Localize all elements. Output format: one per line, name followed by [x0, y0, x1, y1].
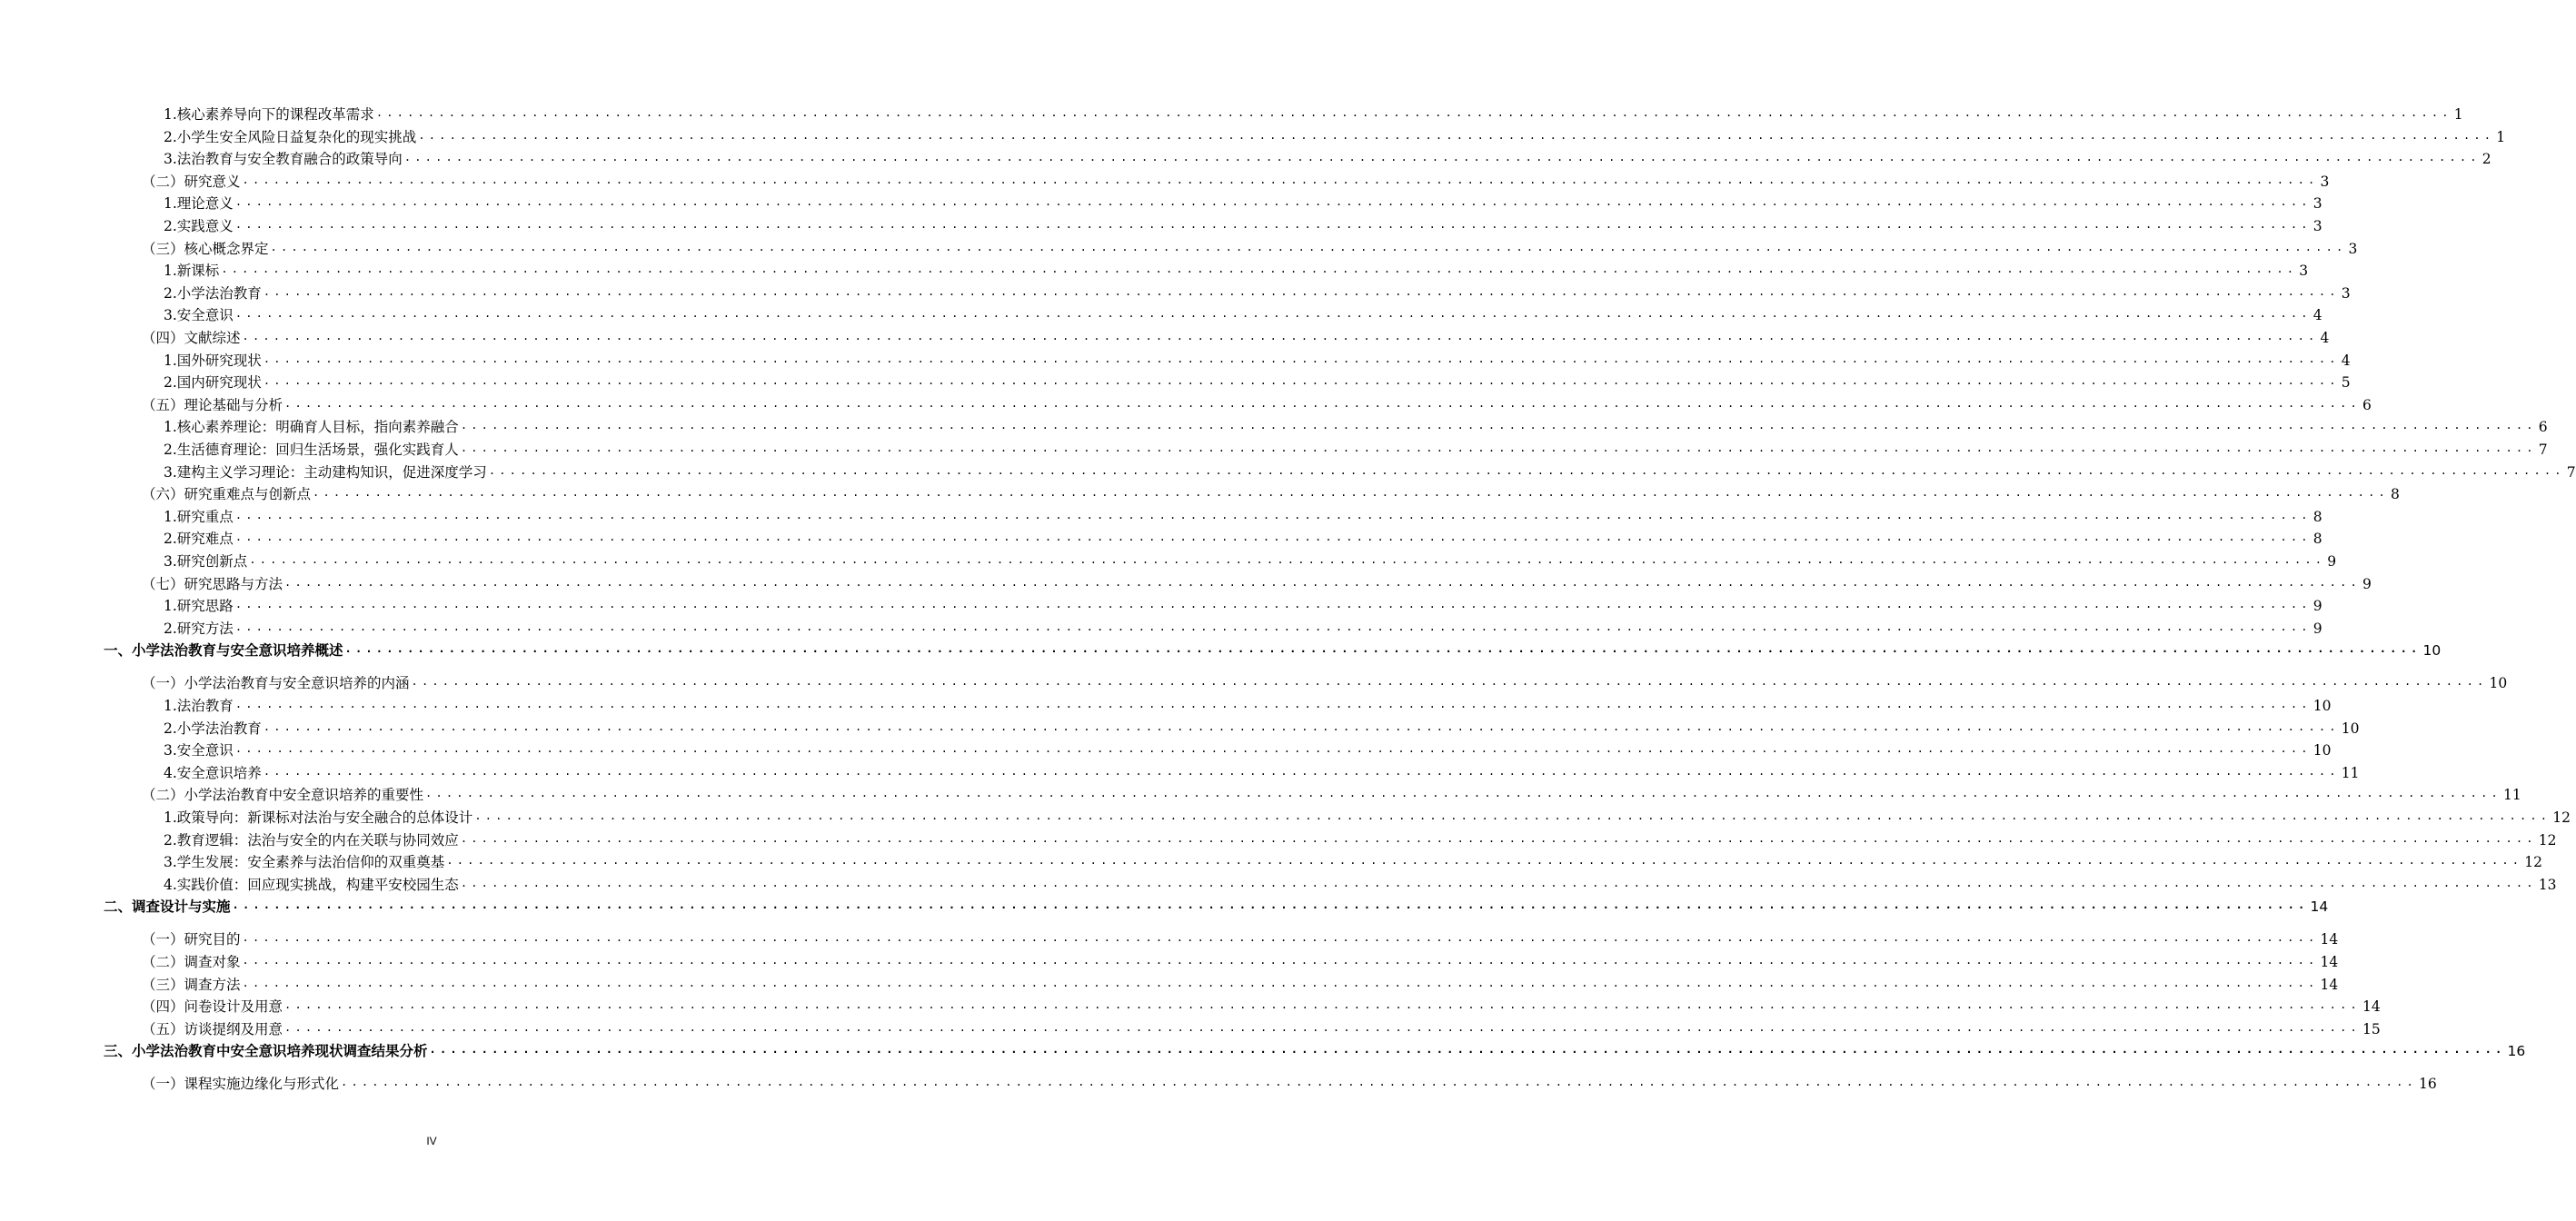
- toc-entry-title: 安全意识: [176, 742, 234, 759]
- toc-entry-title: 新课标: [176, 263, 220, 280]
- toc-entry-title: 研究重点: [176, 508, 234, 525]
- toc-entry-page: 8: [2390, 486, 2400, 503]
- toc-entry-page: 3: [2299, 263, 2309, 280]
- toc-entry-title: 研究方法: [176, 620, 234, 637]
- toc-entry-page: 10: [2312, 742, 2332, 759]
- toc-entry-page: 2: [2482, 151, 2491, 168]
- toc-entry-page: 15: [2362, 1020, 2381, 1037]
- toc-leader-dots: ........................................................................................................................................................................................................: [263, 764, 2340, 778]
- toc-entry-number: 2.: [164, 831, 177, 849]
- toc-entry-page: 9: [2312, 598, 2322, 615]
- toc-entry-title: 研究意义: [184, 173, 241, 190]
- toc-entry-page: 3: [2348, 240, 2358, 257]
- toc-entry[interactable]: [164, 191, 2322, 213]
- toc-entry-title: 实践价值：回应现实挑战，构建平安校园生态: [176, 876, 459, 893]
- toc-leader-dots: ........................................................................................................................................................................................................: [263, 352, 2340, 365]
- toc-entry-page: 3: [2312, 218, 2322, 234]
- toc-entry-title: 小学法治教育: [176, 720, 262, 737]
- toc-entry-number: 4.: [164, 764, 177, 781]
- toc-entry-page: 11: [2502, 787, 2521, 804]
- toc-entry-number: 4.: [164, 876, 177, 893]
- toc-leader-dots: ........................................................................................................................................................................................................: [242, 330, 2319, 342]
- toc-entry-page: 13: [2538, 876, 2557, 893]
- toc-leader-dots: ........................................................................................................................................................................................................: [341, 1076, 2417, 1089]
- toc-entry-title: 调查设计与实施: [132, 898, 231, 916]
- toc-entry[interactable]: [164, 258, 2309, 280]
- toc-entry-number: 2.: [164, 374, 177, 392]
- toc-entry[interactable]: [164, 872, 2557, 894]
- toc-entry[interactable]: [164, 849, 2542, 871]
- toc-entry-number: （四）: [142, 998, 184, 1016]
- toc-entry-number: 1.: [164, 195, 177, 213]
- toc-entry-page: 9: [2312, 620, 2322, 637]
- toc-entry-title: 国内研究现状: [176, 374, 262, 392]
- toc-entry[interactable]: [142, 392, 2372, 414]
- toc-entry[interactable]: [164, 124, 2506, 146]
- toc-entry-page: 9: [2327, 553, 2337, 570]
- toc-entry-title: 理论意义: [176, 195, 234, 213]
- toc-entry-page: 7: [2538, 442, 2548, 458]
- toc-entry-title: 研究创新点: [176, 553, 248, 570]
- toc-entry[interactable]: [142, 782, 2521, 804]
- toc-entry-page: 12: [2538, 831, 2557, 849]
- toc-entry-page: 14: [2320, 976, 2339, 993]
- toc-entry-page: 8: [2312, 531, 2322, 548]
- toc-entry-page: 12: [2552, 809, 2571, 826]
- toc-entry-number: （二）: [142, 954, 184, 970]
- toc-leader-dots: ........................................................................................................................................................................................................: [234, 508, 2312, 521]
- toc-entry[interactable]: [164, 805, 2571, 827]
- toc-leader-dots: ........................................................................................................................................................................................................: [425, 787, 2501, 800]
- toc-leader-dots: ........................................................................................................................................................................................................: [284, 396, 2361, 410]
- toc-entry[interactable]: [104, 1038, 2526, 1060]
- toc-entry-page: 6: [2538, 419, 2548, 436]
- toc-entry[interactable]: [142, 927, 2339, 948]
- toc-entry-page: 3: [2341, 284, 2351, 302]
- toc-entry-number: （七）: [142, 575, 184, 592]
- toc-entry-page: 1: [2496, 128, 2506, 145]
- toc-entry[interactable]: [164, 549, 2337, 571]
- toc-entry[interactable]: [164, 348, 2351, 370]
- toc-entry-number: （一）: [142, 675, 184, 692]
- toc-entry-page: 3: [2312, 195, 2322, 213]
- toc-leader-dots: ........................................................................................................................................................................................................: [263, 720, 2340, 733]
- toc-leader-dots: ........................................................................................................................................................................................................: [234, 307, 2312, 321]
- toc-entry-title: 调查对象: [184, 954, 241, 970]
- toc-leader-dots: ........................................................................................................................................................................................................: [411, 675, 2488, 689]
- toc-entry[interactable]: [164, 437, 2548, 459]
- toc-entry[interactable]: [164, 504, 2322, 526]
- toc-leader-dots: ........................................................................................................................................................................................................: [344, 642, 2422, 656]
- toc-entry[interactable]: [164, 370, 2351, 392]
- toc-entry-page: 4: [2320, 330, 2330, 346]
- toc-leader-dots: ........................................................................................................................................................................................................: [313, 486, 2389, 500]
- toc-leader-dots: ........................................................................................................................................................................................................: [263, 284, 2340, 298]
- toc-entry-page: 4: [2341, 352, 2351, 369]
- toc-entry[interactable]: [142, 169, 2330, 191]
- toc-entry-number: （一）: [142, 931, 184, 948]
- toc-entry-page: 14: [2362, 998, 2381, 1016]
- toc-entry[interactable]: [142, 994, 2381, 1016]
- toc-entry-title: 小学法治教育与安全意识培养概述: [132, 642, 343, 660]
- toc-entry-page: 9: [2362, 575, 2372, 592]
- toc-entry[interactable]: [142, 670, 2508, 692]
- toc-entry-title: 小学生安全风险日益复杂化的现实挑战: [176, 128, 417, 145]
- toc-entry-page: 3: [2320, 173, 2330, 190]
- toc-leader-dots: ........................................................................................................................................................................................................: [429, 1043, 2506, 1057]
- toc-entry-title: 调查方法: [184, 976, 241, 993]
- toc-entry[interactable]: [164, 102, 2463, 124]
- toc-leader-dots: ........................................................................................................................................................................................................: [263, 374, 2340, 388]
- toc-entry-page: 10: [2422, 642, 2442, 660]
- toc-entry[interactable]: [164, 414, 2548, 436]
- toc-entry-title: 研究重难点与创新点: [184, 486, 312, 503]
- toc-entry-number: 3.: [164, 463, 177, 481]
- toc-leader-dots: ........................................................................................................................................................................................................: [234, 698, 2312, 710]
- toc-leader-dots: ........................................................................................................................................................................................................: [403, 151, 2481, 164]
- toc-entry-page: 10: [2312, 698, 2332, 714]
- toc-entry[interactable]: [164, 616, 2322, 638]
- toc-entry[interactable]: [164, 146, 2491, 168]
- toc-entry[interactable]: [142, 236, 2358, 258]
- toc-entry-title: 安全意识培养: [176, 764, 262, 781]
- toc-entry-number: （六）: [142, 486, 184, 503]
- toc-entry-title: 文献综述: [184, 330, 241, 346]
- toc-leader-dots: ........................................................................................................................................................................................................: [474, 809, 2551, 822]
- toc-entry-page: 14: [2310, 898, 2329, 916]
- toc-entry-title: 核心概念界定: [184, 240, 269, 257]
- toc-entry[interactable]: [164, 303, 2322, 324]
- toc-entry-number: 3.: [164, 854, 177, 871]
- toc-entry-number: 1.: [164, 352, 177, 369]
- toc-leader-dots: ........................................................................................................................................................................................................: [249, 553, 2326, 566]
- toc-entry-number: 3.: [164, 151, 177, 168]
- toc-entry-title: 访谈提纲及用意: [184, 1020, 283, 1037]
- toc-leader-dots: ........................................................................................................................................................................................................: [234, 531, 2312, 544]
- toc-entry-number: 二、: [104, 898, 133, 916]
- toc-leader-dots: ........................................................................................................................................................................................................: [375, 106, 2452, 119]
- toc-entry[interactable]: [164, 460, 2576, 481]
- toc-entry-title: 理论基础与分析: [184, 396, 283, 413]
- toc-entry-title: 研究思路与方法: [184, 575, 283, 592]
- toc-leader-dots: ........................................................................................................................................................................................................: [418, 128, 2495, 142]
- toc-leader-dots: ........................................................................................................................................................................................................: [284, 575, 2361, 589]
- toc-entry-title: 小学法治教育与安全意识培养的内涵: [184, 675, 410, 692]
- toc-entry-title: 小学法治教育: [176, 284, 262, 302]
- toc-entry-number: 1.: [164, 598, 177, 615]
- toc-entry-title: 法治教育: [176, 698, 234, 714]
- toc-entry-number: （二）: [142, 173, 184, 190]
- toc-entry-number: 3.: [164, 553, 177, 570]
- toc-entry-title: 研究思路: [176, 598, 234, 615]
- toc-entry-page: 14: [2320, 931, 2339, 948]
- toc-entry-number: 2.: [164, 720, 177, 737]
- toc-entry[interactable]: [164, 693, 2332, 715]
- toc-entry[interactable]: [164, 828, 2557, 849]
- toc-leader-dots: ........................................................................................................................................................................................................: [460, 442, 2537, 454]
- toc-entry-number: 2.: [164, 128, 177, 145]
- toc-entry[interactable]: [164, 760, 2360, 782]
- toc-leader-dots: ........................................................................................................................................................................................................: [446, 854, 2523, 868]
- toc-entry-page: 16: [2507, 1043, 2526, 1060]
- toc-entry-number: 3.: [164, 742, 177, 759]
- toc-entry-title: 学生发展：安全素养与法治信仰的双重奠基: [176, 854, 445, 871]
- toc-leader-dots: ........................................................................................................................................................................................................: [460, 831, 2537, 845]
- toc-entry-page: 5: [2341, 374, 2351, 392]
- toc-leader-dots: ........................................................................................................................................................................................................: [488, 463, 2565, 477]
- toc-entry[interactable]: [142, 325, 2330, 347]
- toc-entry[interactable]: [142, 1071, 2437, 1093]
- toc-entry-number: （五）: [142, 396, 184, 413]
- toc-leader-dots: ........................................................................................................................................................................................................: [242, 954, 2319, 967]
- toc-leader-dots: ........................................................................................................................................................................................................: [270, 240, 2347, 253]
- toc-leader-dots: ........................................................................................................................................................................................................: [242, 976, 2319, 989]
- toc-leader-dots: ........................................................................................................................................................................................................: [242, 173, 2319, 186]
- toc-entry-title: 建构主义学习理论：主动建构知识，促进深度学习: [176, 463, 487, 481]
- toc-entry-title: 问卷设计及用意: [184, 998, 283, 1016]
- toc-entry-title: 核心素养导向下的课程改革需求: [176, 106, 374, 123]
- toc-entry-page: 1: [2453, 106, 2463, 123]
- toc-entry-title: 安全意识: [176, 307, 234, 324]
- toc-leader-dots: ........................................................................................................................................................................................................: [234, 620, 2312, 633]
- toc-entry-page: 6: [2362, 396, 2372, 413]
- toc-entry-number: 1.: [164, 809, 177, 826]
- toc-leader-dots: ........................................................................................................................................................................................................: [242, 931, 2319, 945]
- toc-leader-dots: ........................................................................................................................................................................................................: [284, 998, 2361, 1012]
- toc-entry[interactable]: [142, 571, 2372, 593]
- toc-leader-dots: ........................................................................................................................................................................................................: [234, 195, 2312, 209]
- toc-leader-dots: ........................................................................................................................................................................................................: [232, 898, 2309, 912]
- toc-entry[interactable]: [164, 281, 2351, 303]
- toc-entry-number: 一、: [104, 642, 133, 660]
- toc-entry-number: 2.: [164, 218, 177, 234]
- toc-entry-title: 国外研究现状: [176, 352, 262, 369]
- toc-entry-number: （三）: [142, 976, 184, 993]
- toc-entry[interactable]: [104, 638, 2442, 660]
- toc-entry-page: 8: [2312, 508, 2322, 525]
- toc-entry-title: 核心素养理论：明确育人目标，指向素养融合: [176, 419, 459, 436]
- toc-leader-dots: ........................................................................................................................................................................................................: [284, 1020, 2361, 1034]
- toc-entry-number: （四）: [142, 330, 184, 346]
- toc-entry-number: 2.: [164, 284, 177, 302]
- toc-entry-title: 教育逻辑：法治与安全的内在关联与协同效应: [176, 831, 459, 849]
- toc-entry-number: 1.: [164, 508, 177, 525]
- toc-entry[interactable]: [164, 593, 2322, 615]
- toc-entry-page: 4: [2312, 307, 2322, 324]
- toc-entry[interactable]: [142, 481, 2400, 503]
- toc-entry-page: 14: [2320, 954, 2339, 970]
- page-number: IV: [426, 1135, 437, 1147]
- toc-entry-page: 10: [2489, 675, 2508, 692]
- toc-entry-page: 11: [2341, 764, 2360, 781]
- toc-entry-number: （二）: [142, 787, 184, 804]
- toc-entry-number: （一）: [142, 1076, 184, 1093]
- toc-entry-title: 研究目的: [184, 931, 241, 948]
- toc-entry-number: 1.: [164, 263, 177, 280]
- toc-entry-title: 生活德育理论：回归生活场景，强化实践育人: [176, 442, 459, 458]
- toc-entry-page: 7: [2566, 463, 2576, 481]
- toc-entry-title: 小学法治教育中安全意识培养的重要性: [184, 787, 424, 804]
- toc-entry[interactable]: [142, 1017, 2381, 1038]
- toc-entry[interactable]: [164, 716, 2360, 738]
- toc-entry-page: 10: [2341, 720, 2360, 737]
- toc-entry-number: （三）: [142, 240, 184, 257]
- toc-entry-title: 小学法治教育中安全意识培养现状调查结果分析: [132, 1043, 428, 1060]
- toc-leader-dots: ........................................................................................................................................................................................................: [460, 876, 2537, 889]
- toc-entry-number: （五）: [142, 1020, 184, 1037]
- toc-entry-title: 实践意义: [176, 218, 234, 234]
- toc-entry-title: 课程实施边缘化与形式化: [184, 1076, 340, 1093]
- toc-entry-number: 1.: [164, 698, 177, 714]
- toc-entry-page: 16: [2418, 1076, 2437, 1093]
- toc-entry[interactable]: [142, 949, 2339, 971]
- toc-entry-number: 2.: [164, 531, 177, 548]
- toc-entry-number: 1.: [164, 419, 177, 436]
- toc-leader-dots: ........................................................................................................................................................................................................: [221, 263, 2298, 276]
- toc-entry-number: 2.: [164, 620, 177, 637]
- toc-entry-number: 3.: [164, 307, 177, 324]
- toc-entry[interactable]: [164, 213, 2322, 235]
- toc-entry-title: 法治教育与安全教育融合的政策导向: [176, 151, 403, 168]
- toc-entry[interactable]: [164, 738, 2332, 759]
- toc-entry-number: 2.: [164, 442, 177, 458]
- toc-entry[interactable]: [104, 894, 2329, 916]
- toc-entry[interactable]: [142, 972, 2339, 994]
- toc-entry-number: 1.: [164, 106, 177, 123]
- toc-leader-dots: ........................................................................................................................................................................................................: [234, 742, 2312, 756]
- toc-leader-dots: ........................................................................................................................................................................................................: [460, 419, 2537, 432]
- toc-entry-title: 政策导向：新课标对法治与安全融合的总体设计: [176, 809, 473, 826]
- toc-leader-dots: ........................................................................................................................................................................................................: [234, 598, 2312, 611]
- toc-leader-dots: ........................................................................................................................................................................................................: [234, 218, 2312, 231]
- toc-entry[interactable]: [164, 526, 2322, 548]
- toc-entry-page: 12: [2524, 854, 2542, 871]
- toc-entry-number: 三、: [104, 1043, 133, 1060]
- toc-entry-title: 研究难点: [176, 531, 234, 548]
